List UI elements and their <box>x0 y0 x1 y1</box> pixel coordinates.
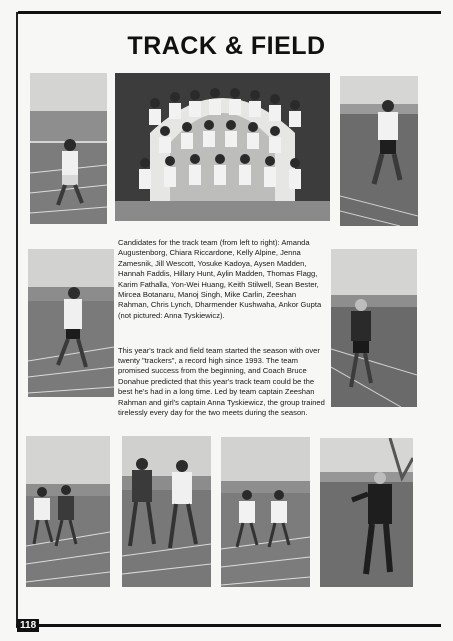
season-story <box>118 338 329 426</box>
photo-team-group <box>115 73 330 221</box>
story-text: This year's track and field team started the season with over twenty "trackers", a record high since 1993. The team promised success from the beginning, and Coach Bruce Donahue predicted that this year's track team could be the best he's had in a long time. Led by team captain Zeeshan Rahman and girl's captain Anna Tyskiewicz, the group trained tirelessly every day for the two meets during the season. <box>118 345 325 418</box>
page-number: 118 <box>17 619 39 632</box>
photo-runner-mid-right <box>331 249 417 407</box>
caption-text: Candidates for the track team (from left to right): Amanda Augustenborg, Chiara Riccardone, Kelly Alpine, Jenna Zamesnik, Jill Wescott, Yosuke Kadoya, Aysen Madden, Hannah Faddis, Hillary Hunt, Aylin Madden, Thomas Flagg, Karim Fathalla, Yon-Wei Huang, Keith Stilwell, Sean Bester, Mircea Botanaru, Manoj Singh, Mike Carlin, Zeeshan Rahman, Chris Lynch, Dharmender Kushwaha, Ankor Gupta (not pictured: Anna Tyskiewicz). <box>118 238 322 320</box>
page-title: TRACK & FIELD <box>127 32 326 60</box>
bottom-border <box>16 624 441 627</box>
team-roster-caption <box>118 238 329 321</box>
photo-runner-top-left <box>30 73 107 224</box>
photo-runners-bottom-2 <box>122 436 211 587</box>
top-border <box>18 11 441 14</box>
photo-runners-bottom-1 <box>26 436 110 587</box>
photo-runners-bottom-3 <box>221 437 310 587</box>
photo-runner-top-right <box>340 76 418 226</box>
photo-runner-mid-left <box>28 249 114 397</box>
photo-thrower-bottom-4 <box>320 438 413 587</box>
left-border <box>16 12 18 628</box>
